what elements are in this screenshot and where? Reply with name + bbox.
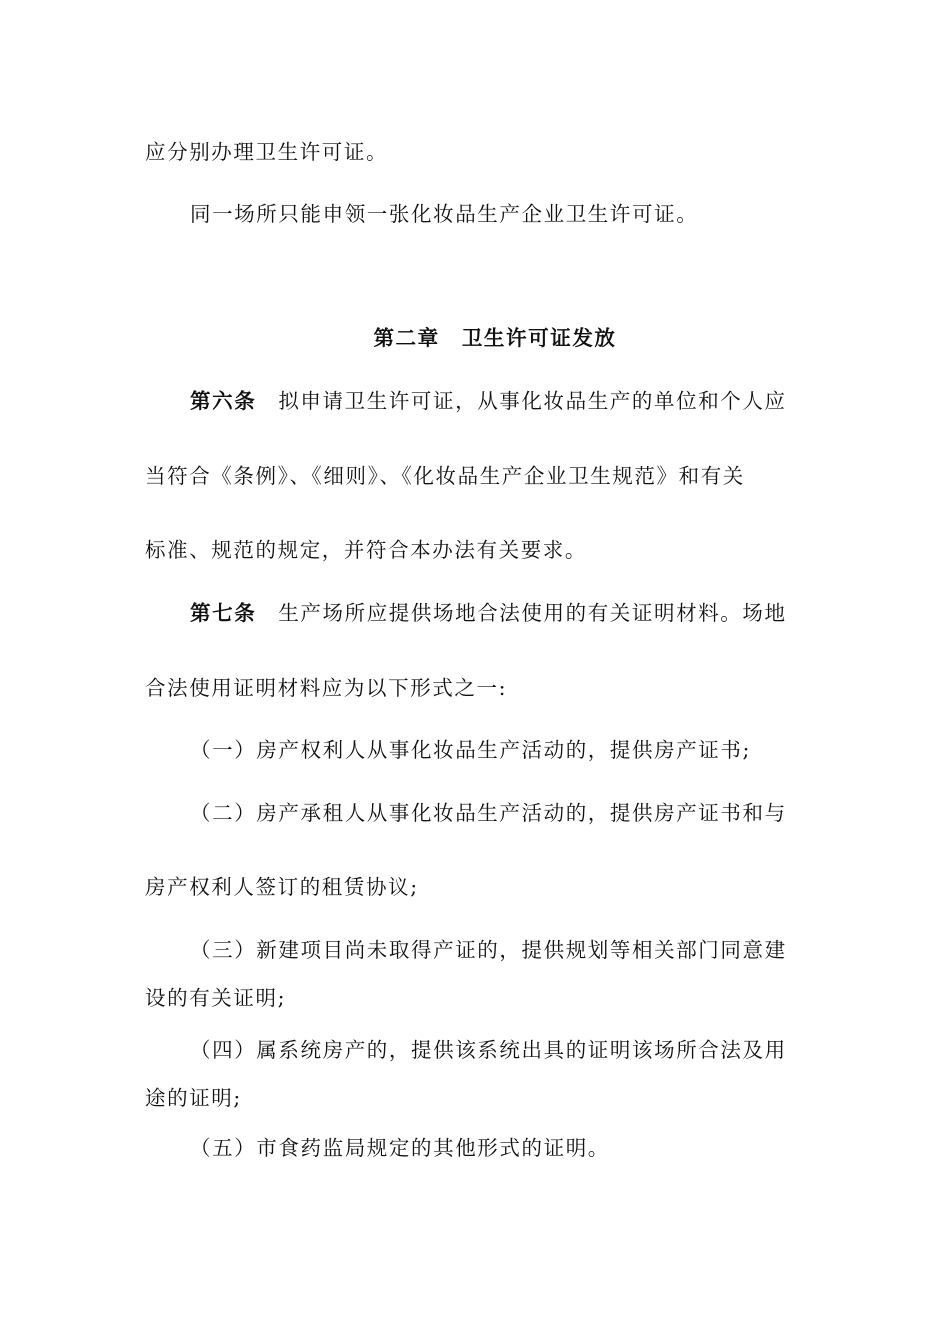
chapter-heading: 第二章 卫生许可证发放 (373, 326, 617, 350)
article-6-line-3: 标准、规范的规定，并符合本办法有关要求。 (145, 538, 587, 562)
article-label: 第七条 (190, 601, 257, 625)
article-7-line-1 (190, 599, 855, 627)
article-6-line-2: 当符合《条例》、《细则》、《化妆品生产企业卫生规范》和有关 (145, 464, 745, 488)
list-item-1: （一）房产权利人从事化妆品生产活动的，提供房产证书; (190, 738, 752, 762)
list-item-3-line-1: （三）新建项目尚未取得产证的，提供规划等相关部门同意建 (190, 938, 787, 962)
article-text: 生产场所应提供场地合法使用的有关证明材料。场地 (278, 601, 787, 625)
article-7-line-2: 合法使用证明材料应为以下形式之一: (145, 676, 508, 700)
paragraph-line: 应分别办理卫生许可证。 (145, 140, 389, 164)
list-item-2-line-2: 房产权利人签订的租赁协议; (145, 875, 419, 899)
paragraph-line: 同一场所只能申领一张化妆品生产企业卫生许可证。 (190, 202, 699, 226)
article-6-line-1 (190, 387, 855, 415)
list-item-4-line-2: 途的证明; (145, 1086, 242, 1110)
article-label: 第六条 (190, 389, 257, 413)
list-item-3-line-2: 设的有关证明; (145, 986, 287, 1010)
article-text: 拟申请卫生许可证，从事化妆品生产的单位和个人应 (278, 389, 787, 413)
list-item-4-line-1: （四）属系统房产的，提供该系统出具的证明该场所合法及用 (190, 1038, 787, 1062)
list-item-5: （五）市食药监局规定的其他形式的证明。 (190, 1136, 610, 1160)
list-item-2-line-1: （二）房产承租人从事化妆品生产活动的，提供房产证书和与 (190, 801, 787, 825)
